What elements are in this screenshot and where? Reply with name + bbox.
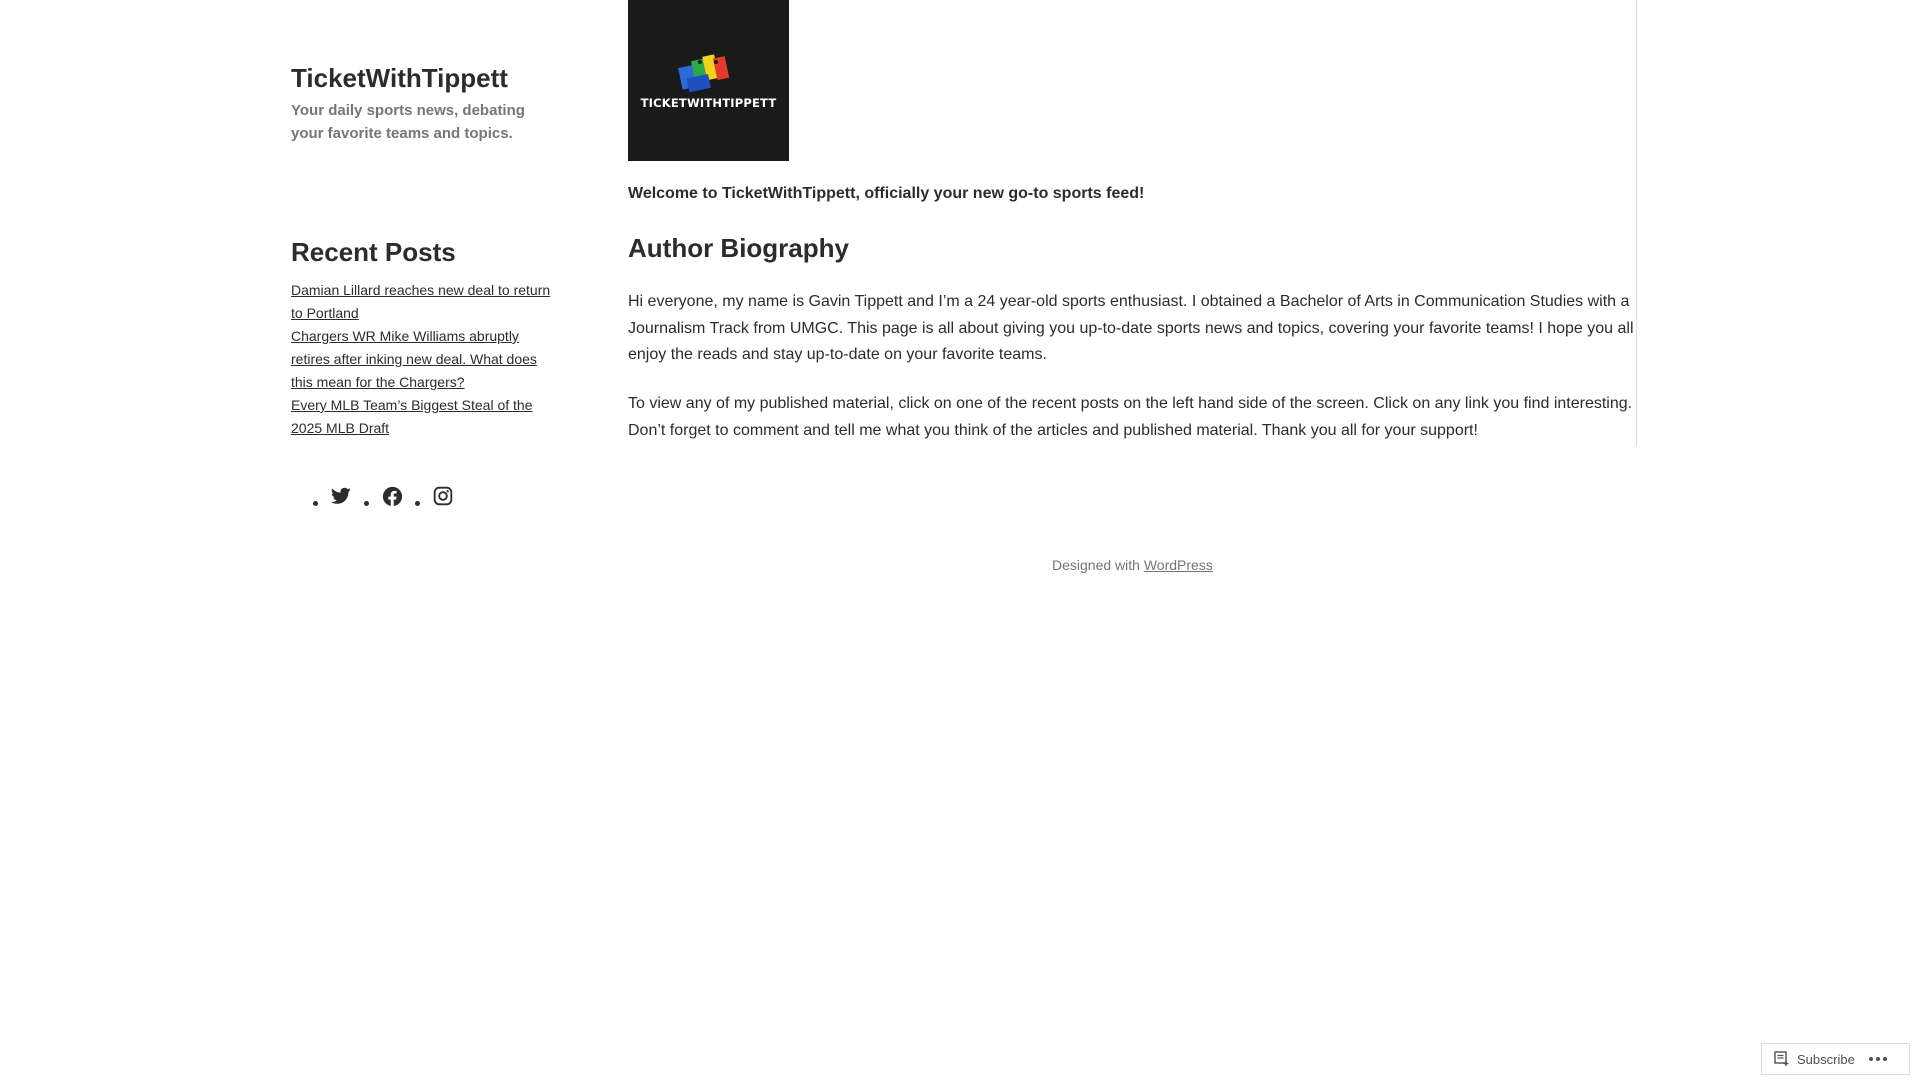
social-links [313,485,454,507]
list-item [291,279,561,325]
instructions-paragraph: To view any of my published material, click on one of the recent posts on the left hand side of the screen. Click on any link you find interesting. Don’t forget to comment and tell me what you think of the articles and published material. Thank you all for your support! [628,395,1633,439]
logo-text: TICKETWITHTIPPETT [640,96,777,110]
bio-paragraph: Hi everyone, my name is Gavin Tippett and I’m a 24 year-old sports enthusiast. I obtained a Bachelor of Arts in Communication Studies with a Journalism Track from UMGC. This page is all about giving you up-to-date sports news and topics, covering your favorite teams! I hope you all enjoy the reads and stay up-to-date on your favorite teams. [628,293,1634,363]
list-item [291,325,561,394]
site-logo [628,0,789,161]
subscribe-label: Subscribe [1797,1051,1855,1067]
main-content [628,0,1637,445]
ellipsis-icon [1876,1057,1880,1061]
list-item [291,394,561,440]
ellipsis-icon [1869,1057,1873,1061]
site-title[interactable]: TicketWithTippett [291,63,508,93]
facebook-icon[interactable] [381,485,403,507]
subscribe-bar [1761,1043,1910,1075]
recent-post-link[interactable]: Chargers WR Mike Williams abruptly retires after inking new deal. What does this mean for the Chargers? [291,328,537,390]
ellipsis-icon [1883,1057,1887,1061]
footer-prefix: Designed with [1052,557,1144,573]
logo-graphic [628,0,789,161]
wordpress-link[interactable]: WordPress [1143,557,1213,573]
recent-post-link[interactable]: Every MLB Team’s Biggest Steal of the 2025 MLB Draft [291,397,533,436]
more-options-button[interactable] [1863,1044,1895,1074]
list-bullet [415,501,420,506]
recent-posts-title: Recent Posts [291,237,456,267]
instagram-icon[interactable] [432,485,454,507]
recent-post-link[interactable]: Damian Lillard reaches new deal to return to Portland [291,282,551,321]
reader-icon [1774,1051,1790,1067]
site-description: Your daily sports news, debating your favorite teams and topics. [291,102,525,142]
site-footer [0,557,1920,573]
subscribe-button[interactable] [1762,1044,1863,1074]
list-bullet [364,501,369,506]
twitter-icon[interactable] [330,485,352,507]
recent-posts-list [291,279,561,440]
bio-heading: Author Biography [628,233,849,263]
welcome-text: Welcome to TicketWithTippett, officially your new go-to sports feed! [628,185,1145,202]
list-bullet [313,501,318,506]
